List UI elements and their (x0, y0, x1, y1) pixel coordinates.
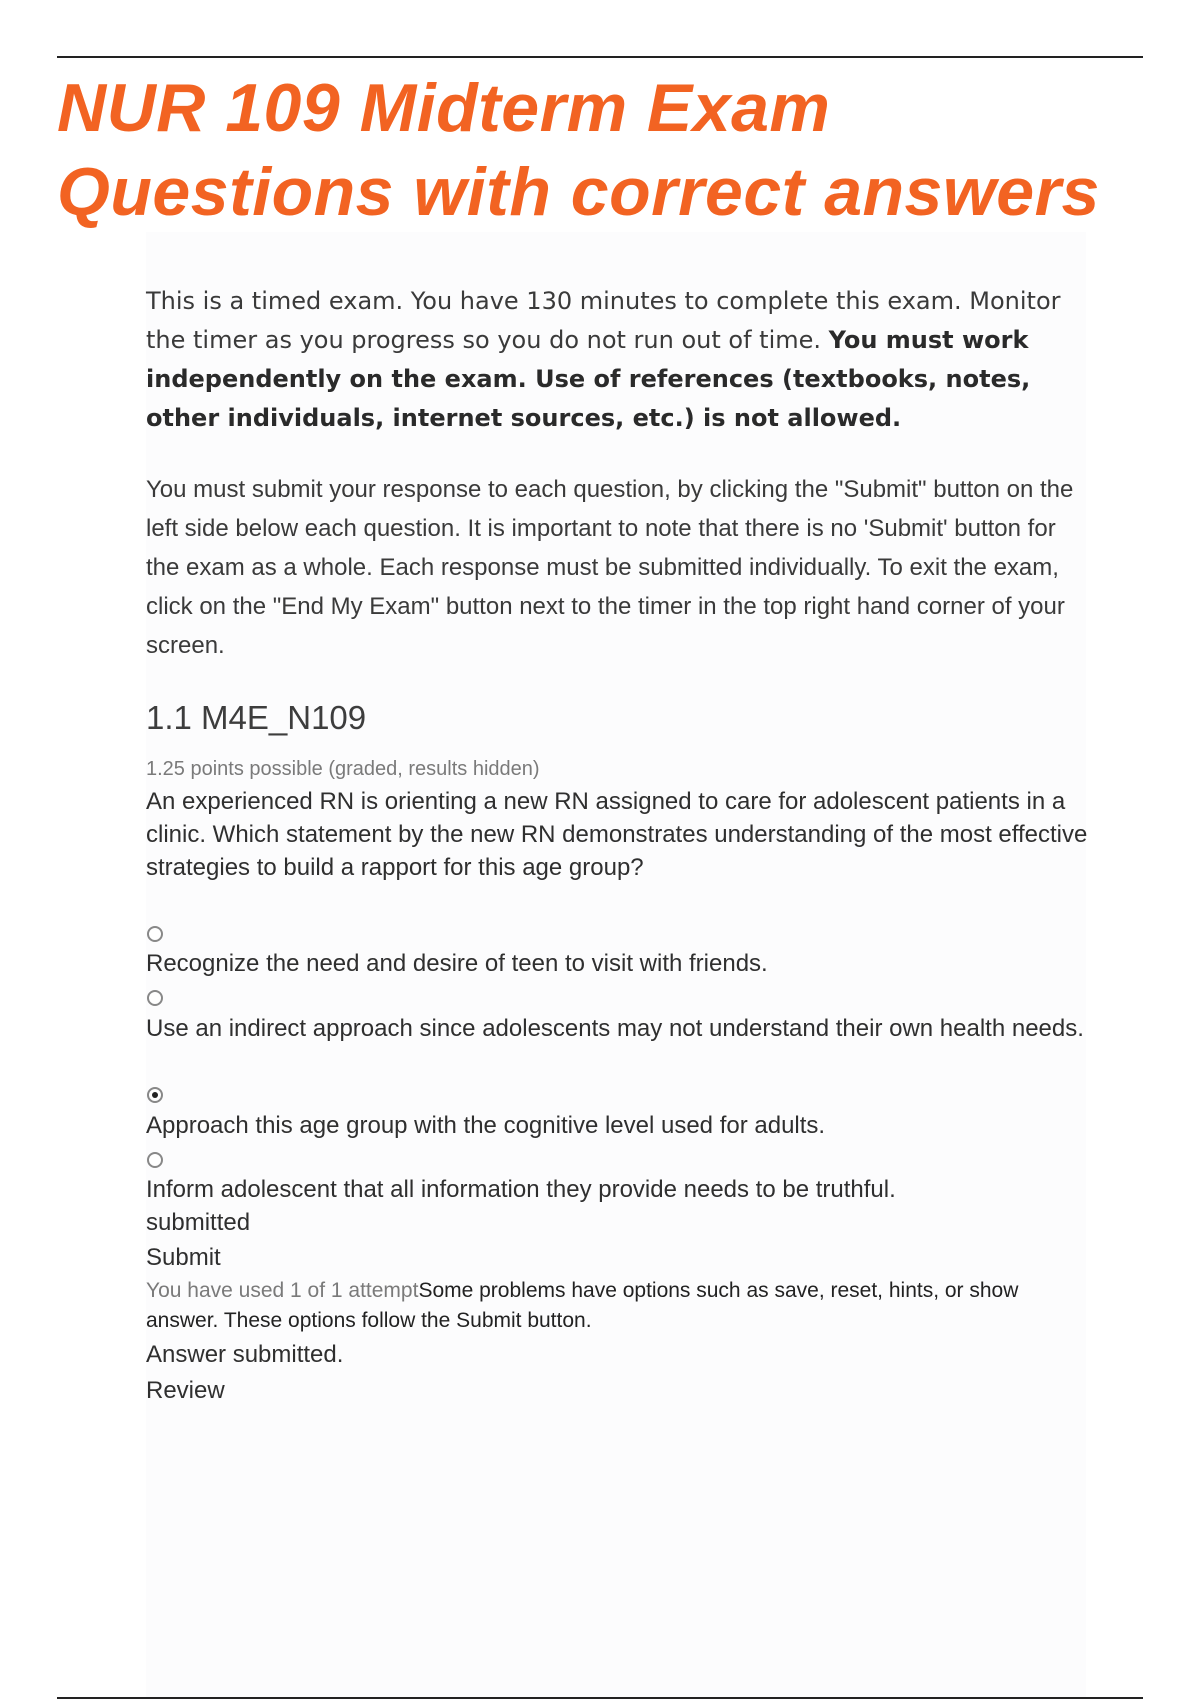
points-possible: 1.25 points possible (graded, results hidden) (146, 758, 540, 780)
attempts-used: You have used 1 of 1 attempt (146, 1279, 419, 1302)
question-heading: 1.1 M4E_N109 (146, 699, 367, 736)
timed-exam-text: This is a timed exam. You have 130 minutes to complete this exam. Monitor the timer as you progress so you do not run out of time. (146, 287, 1061, 354)
choice-2-label[interactable]: Use an indirect approach since adolescents may not understand their own health needs. (146, 1015, 1084, 1042)
top-rule (57, 56, 1143, 58)
choice-1-label[interactable]: Recognize the need and desire of teen to visit with friends. (146, 950, 768, 977)
choice-4-radio[interactable] (147, 1152, 163, 1168)
submission-instructions: You must submit your response to each question, by clicking the "Submit" button on the left side below each question. It is important to note that there is no 'Submit' button for the exam as a whole. Each response must be submitted individually. To exit the exam, click on the "End My Exam" button next to the timer in the top right hand corner of your screen. (146, 476, 1074, 659)
choice-3-label[interactable]: Approach this age group with the cognitive level used for adults. (146, 1112, 826, 1139)
bottom-rule (57, 1697, 1143, 1699)
choice-1-radio[interactable] (147, 926, 163, 942)
review-link[interactable]: Review (146, 1377, 225, 1404)
choice-3-radio[interactable] (147, 1087, 163, 1103)
title-line-2: Questions with correct answers (57, 154, 1100, 230)
independent-work-notice: You must work independently on the exam. Use of references (textbooks, notes, other individuals, internet sources, etc.) is not allowed. (146, 326, 1031, 432)
choice-2-radio[interactable] (147, 990, 163, 1006)
question-prompt: An experienced RN is orienting a new RN assigned to care for adolescent patients in a clinic. Which statement by the new RN demonstrates understanding of the most effective strategies to build a rapport for this age group? (146, 788, 1088, 881)
problem-options-note: Some problems have options such as save, reset, hints, or show answer. These options follow the Submit button. (146, 1279, 1019, 1332)
answer-submitted-status: Answer submitted. (146, 1341, 344, 1368)
timed-exam-instructions (146, 282, 1086, 438)
exam-content (146, 232, 1086, 1697)
choice-4-label[interactable]: Inform adolescent that all information they provide needs to be truthful. (146, 1176, 896, 1203)
title-line-1: NUR 109 Midterm Exam (57, 70, 831, 146)
submission-status: submitted (146, 1209, 251, 1236)
attempts-info (146, 1276, 1086, 1336)
submit-button[interactable]: Submit (146, 1244, 221, 1271)
document-title (57, 66, 1167, 234)
